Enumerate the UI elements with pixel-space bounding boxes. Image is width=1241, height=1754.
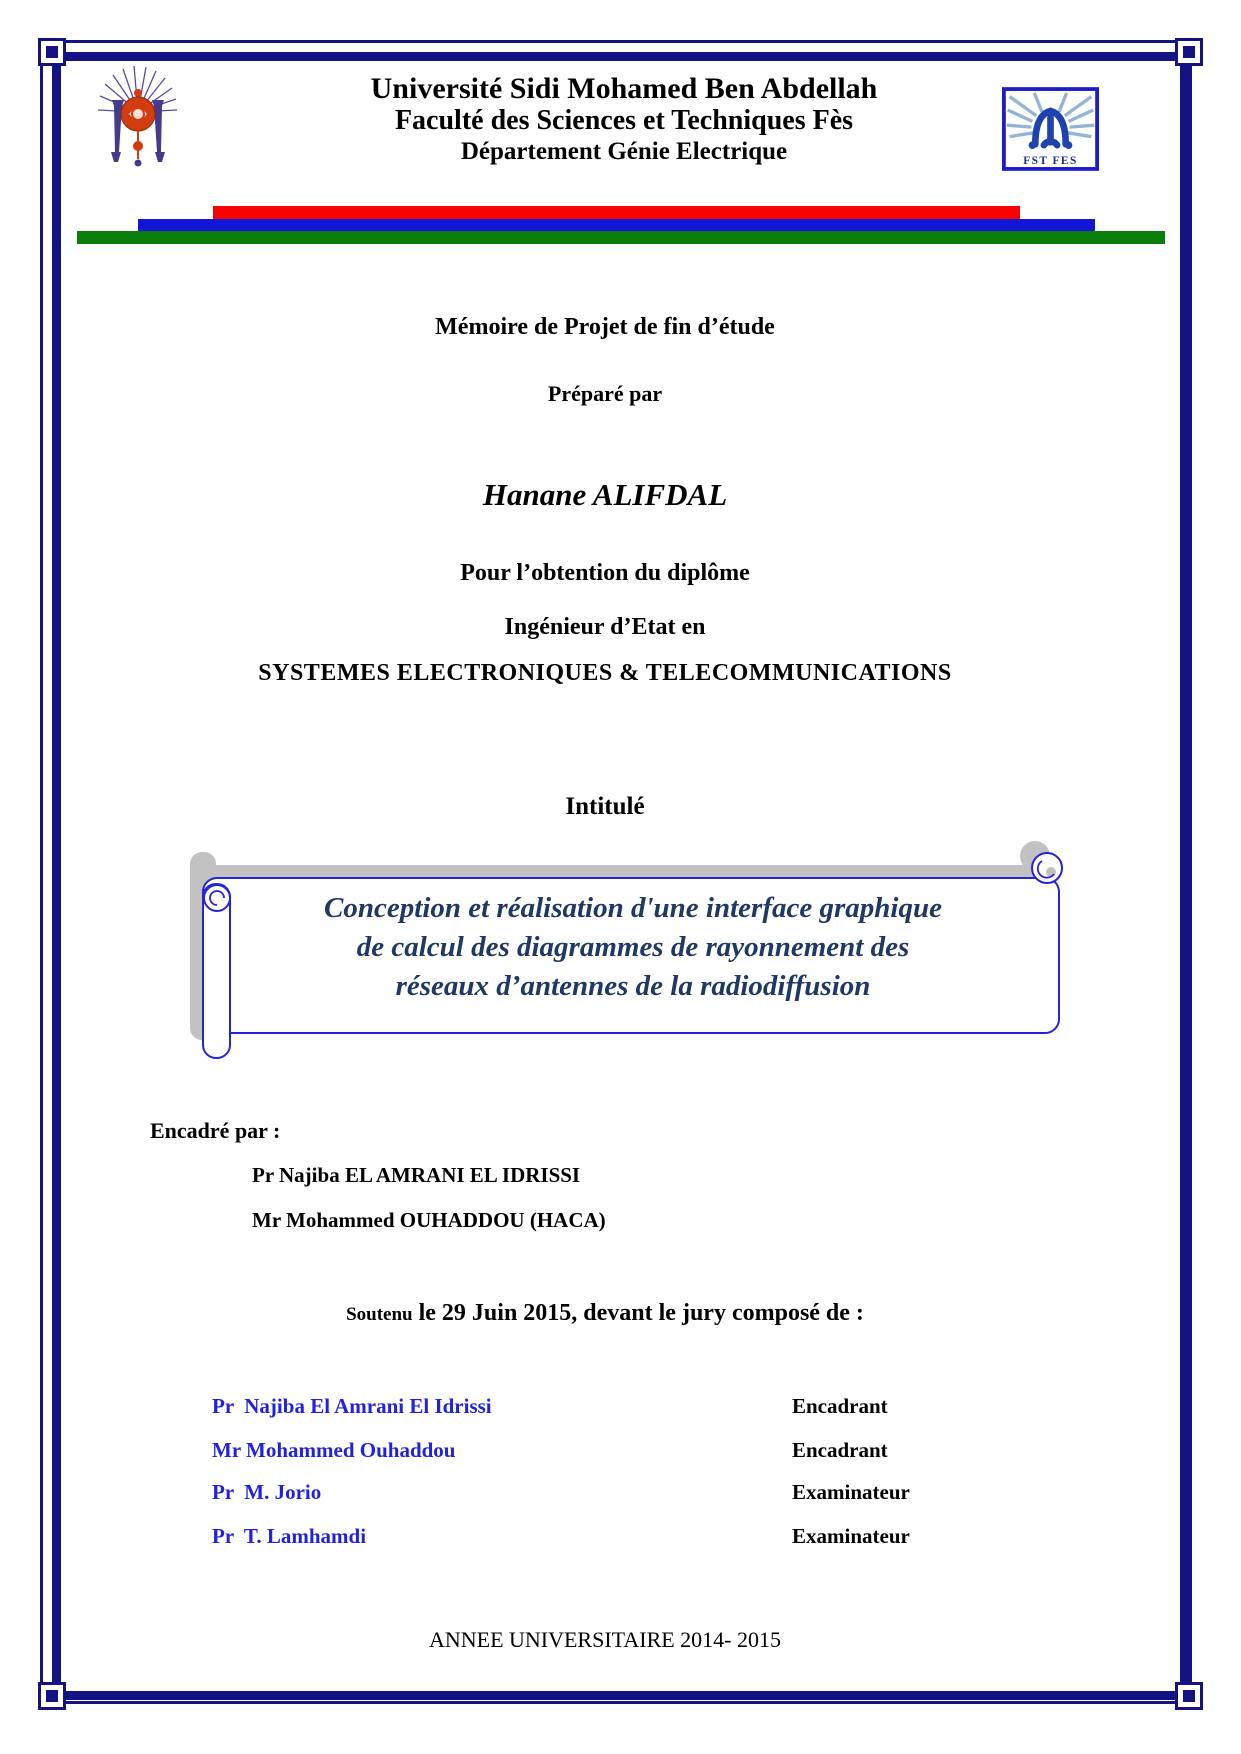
jury-member-role: Encadrant <box>792 1394 888 1418</box>
program-name: SYSTEMES ELECTRONIQUES & TELECOMMUNICATIONS <box>258 660 952 686</box>
jury-member-role: Examinateur <box>792 1480 910 1504</box>
thesis-title-line-1: Conception et réalisation d'une interface graphique <box>324 892 942 924</box>
faculty-name: Faculté des Sciences et Techniques Fès <box>394 105 854 136</box>
supervisors-label: Encadré par : <box>150 1118 281 1143</box>
supervisor-name: Mr Mohammed OUHADDOU (HACA) <box>252 1208 606 1232</box>
border-corner-knot <box>38 1682 66 1710</box>
jury-member-role: Encadrant <box>792 1438 888 1462</box>
jury-row <box>0 1478 1241 1506</box>
memoire-title: Mémoire de Projet de fin d’étude <box>435 314 775 340</box>
decorative-bar-red <box>213 206 1020 220</box>
jury-member-name: Mr Mohammed Ouhaddou <box>212 1438 456 1462</box>
author-name: Hanane ALIFDAL <box>482 477 728 512</box>
thesis-title-line-3: réseaux d’antennes de la radiodiffusion <box>395 970 871 1002</box>
university-name: Université Sidi Mohamed Ben Abdellah <box>370 72 878 105</box>
entitled-label: Intitulé <box>565 793 645 820</box>
defense-line <box>57 1300 1153 1327</box>
decorative-bar-green <box>77 231 1165 244</box>
jury-row <box>0 1436 1241 1464</box>
department-name: Département Génie Electrique <box>460 138 788 165</box>
border-corner-knot <box>38 38 66 66</box>
university-emblem-icon <box>96 66 180 170</box>
thesis-title <box>233 889 1033 1006</box>
prepared-by-label: Préparé par <box>547 381 663 406</box>
jury-member-name: Pr M. Jorio <box>212 1480 322 1504</box>
jury-member-role: Examinateur <box>792 1524 910 1548</box>
defense-prefix: Soutenu <box>346 1304 413 1325</box>
header-block <box>194 73 1054 167</box>
fst-logo-caption: FST FES <box>1023 155 1078 168</box>
defense-rest: le 29 Juin 2015, devant le jury composé de : <box>412 1300 864 1326</box>
border-corner-knot <box>1175 1682 1203 1710</box>
thesis-title-line-2: de calcul des diagrammes de rayonnement des <box>356 931 910 963</box>
fst-fes-logo-icon <box>1002 87 1099 171</box>
diploma-line-1: Pour l’obtention du diplôme <box>460 560 750 586</box>
jury-row <box>0 1392 1241 1420</box>
diploma-line-2: Ingénieur d’Etat en <box>504 614 706 640</box>
jury-row <box>0 1522 1241 1550</box>
jury-member-name: Pr Najiba El Amrani El Idrissi <box>212 1394 492 1418</box>
supervisor-name: Pr Najiba EL AMRANI EL IDRISSI <box>252 1163 581 1187</box>
border-corner-knot <box>1175 38 1203 66</box>
jury-member-name: Pr T. Lamhamdi <box>212 1524 367 1548</box>
academic-year: ANNEE UNIVERSITAIRE 2014- 2015 <box>428 1627 782 1652</box>
